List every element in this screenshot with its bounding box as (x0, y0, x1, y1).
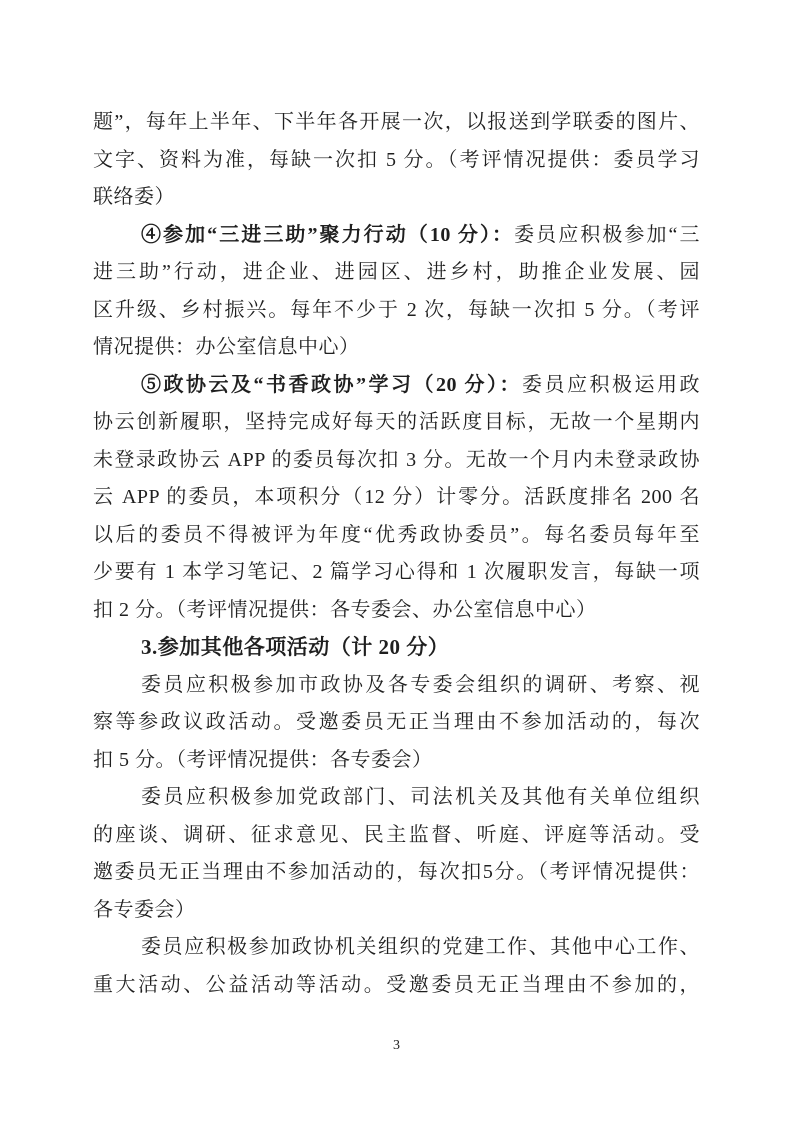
text-line (93, 217, 700, 255)
text-line (93, 442, 700, 480)
text-run: 委员应积极运用政 (522, 373, 700, 396)
text-line (93, 367, 700, 405)
text-line (93, 929, 700, 967)
text-run: 的座谈、调研、征求意见、民主监督、听庭、评庭等活动。受 (93, 823, 700, 846)
page-number: 3 (393, 1038, 400, 1053)
text-line (93, 479, 700, 517)
text-run: 委员应积极参加“三 (514, 223, 700, 246)
bold-run: ④参加“三进三助”聚力行动（10 分）： (141, 223, 515, 246)
text-run: 区升级、乡村振兴。每年不少于 2 次，每缺一次扣 5 分。（考评 (93, 298, 700, 321)
text-line (93, 142, 700, 180)
text-line (93, 779, 700, 817)
text-run: 联络委） (93, 186, 175, 208)
text-run: 扣 5 分。（考评情况提供：各专委会） (93, 748, 433, 771)
text-run: 情况提供：办公室信息中心） (93, 336, 360, 358)
text-run: 以后的委员不得被评为年度“优秀政协委员”。每名委员每年至 (93, 523, 700, 546)
text-line (93, 254, 700, 292)
text-run: 未登录政协云 APP 的委员每次扣 3 分。无故一个月内未登录政协 (93, 448, 700, 471)
text-line (93, 854, 700, 892)
text-line (93, 892, 700, 930)
text-run: 各专委会） (93, 898, 196, 921)
text-line (93, 592, 700, 630)
text-run: 题”，每年上半年、下半年各开展一次，以报送到学联委的图片、 (93, 111, 700, 133)
section-heading-line (93, 629, 700, 667)
text-run: 云 APP 的委员，本项积分（12 分）计零分。活跃度排名 200 名 (93, 486, 700, 508)
text-line (93, 292, 700, 330)
text-line (93, 179, 700, 217)
bold-run: ⑤政协云及“书香政协”学习（20 分）： (141, 373, 522, 396)
text-run: 文字、资料为准，每缺一次扣 5 分。（考评情况提供：委员学习 (93, 148, 700, 171)
text-run: 委员应积极参加市政协及各专委会组织的调研、考察、视 (141, 673, 700, 696)
text-line (93, 104, 700, 142)
text-line (93, 329, 700, 367)
text-line (93, 742, 700, 780)
text-run: 重大活动、公益活动等活动。受邀委员无正当理由不参加的， (93, 973, 700, 996)
text-run: 进三助”行动，进企业、进园区、进乡村，助推企业发展、园 (93, 261, 700, 283)
text-run: 邀委员无正当理由不参加活动的，每次扣5分。（考评情况提供： (93, 861, 700, 883)
text-run: 委员应积极参加党政部门、司法机关及其他有关单位组织 (141, 786, 700, 808)
text-line (93, 967, 700, 1005)
text-run: 少要有 1 本学习笔记、2 篇学习心得和 1 次履职发言，每缺一项 (93, 561, 700, 583)
text-run: 察等参政议政活动。受邀委员无正当理由不参加活动的，每次 (93, 711, 700, 733)
text-line (93, 817, 700, 855)
text-line (93, 704, 700, 742)
text-run: 协云创新履职，坚持完成好每天的活跃度目标，无故一个星期内 (93, 411, 700, 433)
text-line (93, 667, 700, 705)
text-run: 委员应积极参加政协机关组织的党建工作、其他中心工作、 (141, 936, 700, 958)
text-line (93, 554, 700, 592)
text-line (93, 404, 700, 442)
text-run: 扣 2 分。（考评情况提供：各专委会、办公室信息中心） (93, 598, 597, 621)
bold-run: 3.参加其他各项活动（计 20 分） (141, 635, 450, 659)
document-body (93, 104, 700, 1004)
text-line (93, 517, 700, 555)
